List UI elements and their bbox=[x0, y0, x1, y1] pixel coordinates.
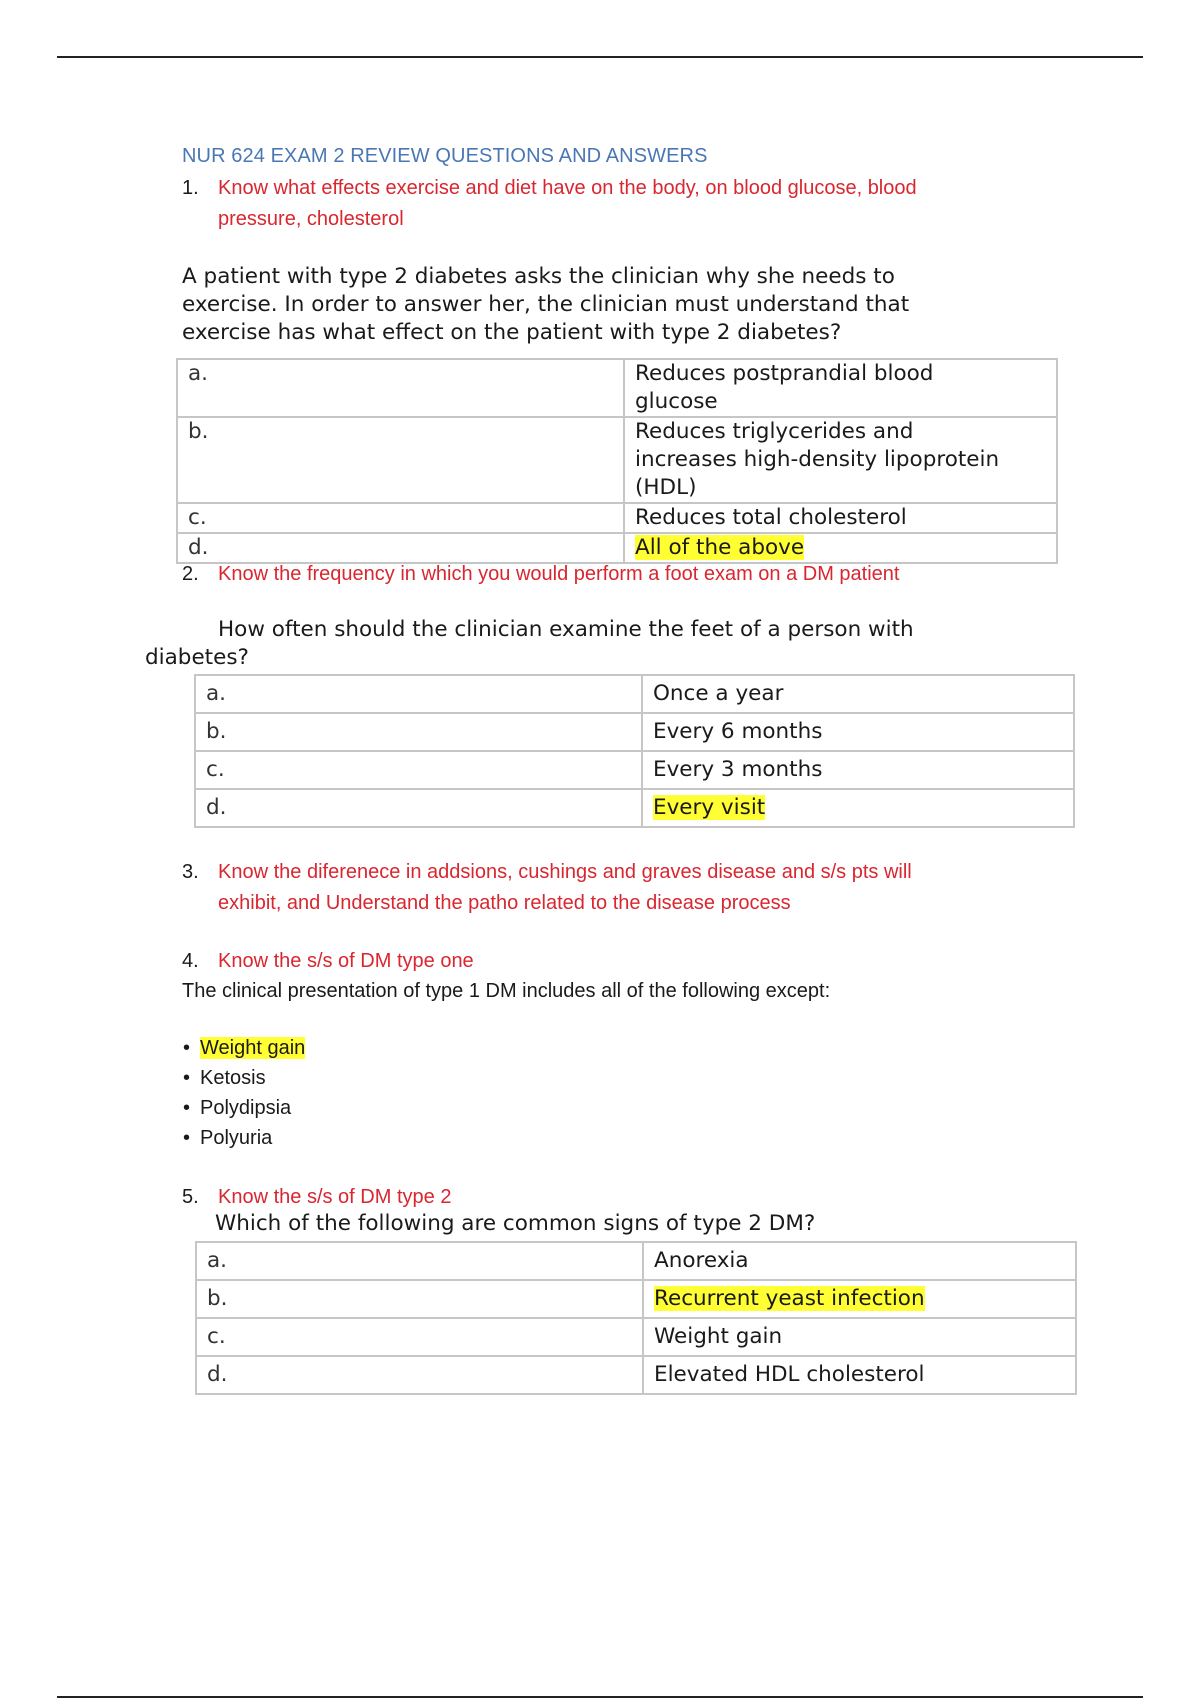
table-row bbox=[177, 503, 1057, 533]
table-row bbox=[195, 751, 1074, 789]
topic-text-line: pressure, cholesterol bbox=[218, 208, 404, 230]
table-row bbox=[195, 713, 1074, 751]
topic-number: 4. bbox=[182, 950, 199, 972]
option-text-line: Reduces total cholesterol bbox=[635, 505, 907, 530]
option-letter: d. bbox=[177, 533, 624, 563]
question-4: The clinical presentation of type 1 DM includes all of the following except: bbox=[182, 980, 831, 1002]
list-item: • Ketosis bbox=[182, 1063, 305, 1093]
option-text: Once a year bbox=[642, 675, 1074, 713]
option-text-line: Reduces postprandial blood bbox=[635, 361, 934, 386]
option-text bbox=[624, 417, 1057, 503]
answer-list bbox=[182, 1033, 305, 1153]
option-text: Weight gain bbox=[643, 1318, 1076, 1356]
question-2-line-1: How often should the clinician examine the feet of a person with bbox=[218, 617, 914, 642]
option-text bbox=[642, 789, 1074, 827]
list-item: • Polyuria bbox=[182, 1123, 305, 1153]
question-line: exercise has what effect on the patient with type 2 diabetes? bbox=[182, 320, 842, 345]
option-text-line: glucose bbox=[635, 389, 718, 414]
topic-text-line: Know the frequency in which you would perform a foot exam on a DM patient bbox=[218, 563, 900, 585]
page-bottom-rule bbox=[57, 1696, 1143, 1698]
option-text-line: increases high-density lipoprotein bbox=[635, 447, 1000, 472]
topic-text-line: Know the s/s of DM type one bbox=[218, 950, 474, 972]
option-letter: d. bbox=[196, 1356, 643, 1394]
option-letter: a. bbox=[177, 359, 624, 417]
question-5: Which of the following are common signs of type 2 DM? bbox=[215, 1211, 816, 1236]
topic-3 bbox=[182, 857, 912, 919]
page-top-rule bbox=[57, 56, 1143, 58]
table-row bbox=[195, 675, 1074, 713]
topic-number: 1. bbox=[182, 177, 199, 199]
table-row bbox=[196, 1318, 1076, 1356]
highlighted-answer: Recurrent yeast infection bbox=[654, 1286, 925, 1311]
highlighted-answer: All of the above bbox=[635, 535, 805, 560]
table-row bbox=[196, 1280, 1076, 1318]
options-table-2 bbox=[194, 674, 1075, 828]
topic-text-line: Know what effects exercise and diet have on the body, on blood glucose, blood bbox=[218, 177, 917, 199]
topic-text-line: exhibit, and Understand the patho related to the disease process bbox=[218, 892, 791, 914]
option-text bbox=[643, 1280, 1076, 1318]
option-letter: b. bbox=[177, 417, 624, 503]
question-line: A patient with type 2 diabetes asks the clinician why she needs to bbox=[182, 264, 895, 289]
topic-5 bbox=[182, 1182, 451, 1213]
option-letter: b. bbox=[196, 1280, 643, 1318]
question-line: exercise. In order to answer her, the clinician must understand that bbox=[182, 292, 910, 317]
table-row bbox=[196, 1242, 1076, 1280]
option-letter: a. bbox=[195, 675, 642, 713]
options-table-1 bbox=[176, 358, 1058, 564]
topic-1 bbox=[182, 173, 917, 235]
option-letter: c. bbox=[177, 503, 624, 533]
option-letter: d. bbox=[195, 789, 642, 827]
page-title: NUR 624 EXAM 2 REVIEW QUESTIONS AND ANSWERS bbox=[182, 145, 708, 167]
options-table-5 bbox=[195, 1241, 1077, 1395]
option-text: Anorexia bbox=[643, 1242, 1076, 1280]
option-text bbox=[624, 503, 1057, 533]
option-letter: b. bbox=[195, 713, 642, 751]
topic-text-line: Know the diferenece in addsions, cushings and graves disease and s/s pts will bbox=[218, 861, 912, 883]
table-row bbox=[196, 1356, 1076, 1394]
topic-2 bbox=[182, 559, 899, 590]
option-letter: c. bbox=[195, 751, 642, 789]
highlighted-answer: Every visit bbox=[653, 795, 766, 820]
list-item bbox=[182, 1033, 305, 1063]
table-row bbox=[177, 359, 1057, 417]
option-text-line: Reduces triglycerides and bbox=[635, 419, 914, 444]
topic-text-line: Know the s/s of DM type 2 bbox=[218, 1186, 452, 1208]
topic-number: 5. bbox=[182, 1186, 199, 1208]
table-row bbox=[177, 417, 1057, 503]
question-2-line-2: diabetes? bbox=[145, 645, 249, 670]
topic-4 bbox=[182, 946, 474, 977]
table-row bbox=[195, 789, 1074, 827]
option-text: Every 6 months bbox=[642, 713, 1074, 751]
option-text: Every 3 months bbox=[642, 751, 1074, 789]
question-1 bbox=[182, 263, 909, 347]
list-item: • Polydipsia bbox=[182, 1093, 305, 1123]
option-letter: c. bbox=[196, 1318, 643, 1356]
option-text: Elevated HDL cholesterol bbox=[643, 1356, 1076, 1394]
topic-number: 3. bbox=[182, 861, 199, 883]
option-text-line: (HDL) bbox=[635, 475, 697, 500]
option-text bbox=[624, 359, 1057, 417]
option-letter: a. bbox=[196, 1242, 643, 1280]
topic-number: 2. bbox=[182, 563, 199, 585]
highlighted-answer: Weight gain bbox=[200, 1037, 306, 1059]
